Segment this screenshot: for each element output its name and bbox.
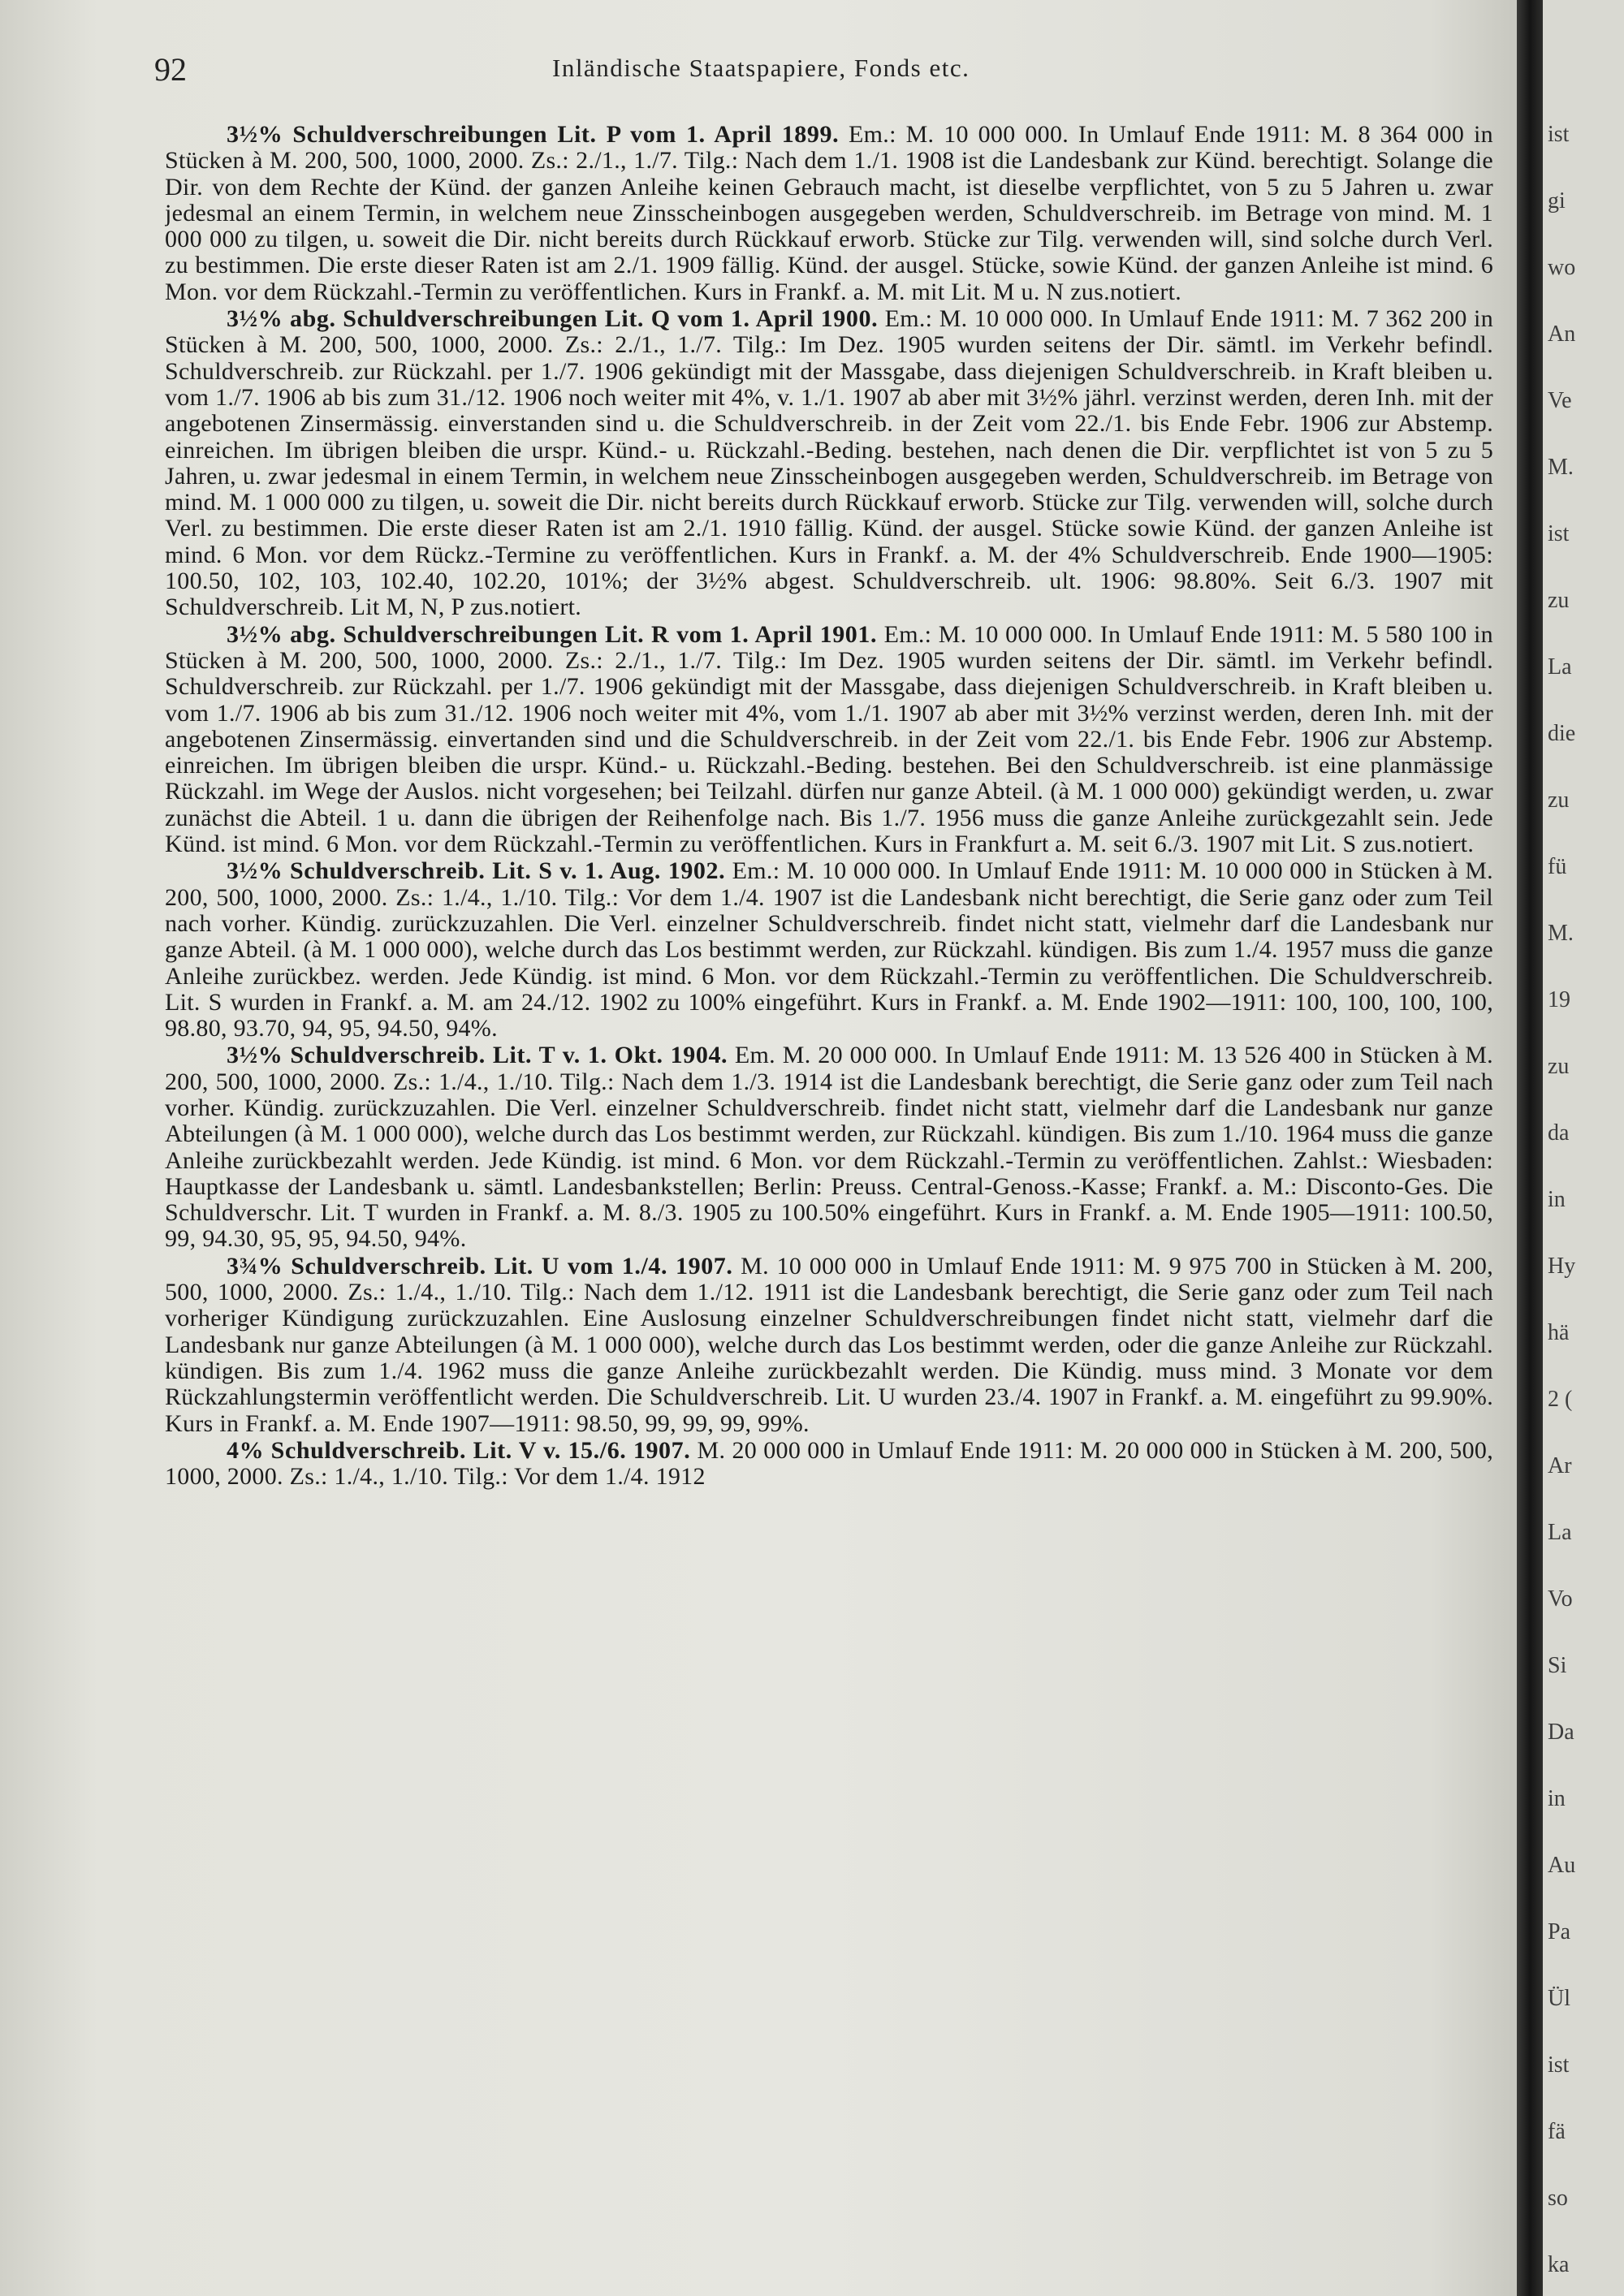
adjacent-page-fragment: ka bbox=[1548, 2252, 1570, 2277]
entry-text: M. 20 000 000 in Umlauf Ende 1911: M. 20 000 000 in Stücken à M. 200, 500, 1000, 2000. Zs.: 1./4., 1./10. Tilg.: Vor dem 1./4. 1912 bbox=[165, 1436, 1493, 1491]
entry-text: M. 10 000 000 in Umlauf Ende 1911: M. 9 975 700 in Stücken à M. 200, 500, 1000, 2000. Zs.: 1./4., 1./10. Tilg.: Nach dem 1./12. 1911 ist die Landesbank berechtigt, die Serie ganz oder zum Teil nach vorheriger Kündigung zurückzuzahlen. Eine Auslosung einzelner Schuldverschreibungen findet nicht statt, vielmehr darf die Landesbank nur ganze Abteilungen (à M. 1 000 000), welche durch das Los bestimmt werden, oder die ganze Anleihe zur Rückzahl. kündigen. Bis zum 1./4. 1962 muss die ganze Anleihe zurückbezahlt werden. Die Kündig. muss mind. 3 Monate vor dem Rückzahlungstermin veröffentlicht werden. Die Schuldverschreib. Lit. U wurden 23./4. 1907 in Frankf. a. M. eingeführt zu 99.90%. Kurs in Frankf. a. M. Ende 1907—1911: 98.50, 99, 99, 99, 99%. bbox=[165, 1252, 1493, 1437]
adjacent-page-fragment: Si bbox=[1548, 1653, 1567, 1678]
book-gutter bbox=[1517, 0, 1543, 2296]
adjacent-page-fragment: in bbox=[1548, 1786, 1566, 1811]
adjacent-page-fragment: An bbox=[1548, 322, 1576, 347]
adjacent-page-fragment: Ül bbox=[1548, 1986, 1570, 2011]
bond-entry-lit-t bbox=[165, 1042, 1493, 1252]
adjacent-page-fragment: Pa bbox=[1548, 1919, 1570, 1944]
adjacent-page-fragment: Ar bbox=[1548, 1453, 1572, 1478]
entry-text: Em.: M. 10 000 000. In Umlauf Ende 1911: M. 8 364 000 in Stücken à M. 200, 500, 1000, 2000. Zs.: 2./1., 1./7. Tilg.: Nach dem 1./1. 1908 ist die Landesbank zur Künd. berechtigt. Solange die Dir. von dem Rechte der Künd. der ganzen Anleihe keinen Gebrauch macht, ist dieselbe verpflichtet, von 5 zu 5 Jahren u. zwar jedesmal an einem Termin, in welchem neue Zinsscheinbogen ausgegeben werden, Schuldverschreib. im Betrage von mind. M. 1 000 000 zu tilgen, u. soweit die Dir. nicht bereits durch Rückkauf erworb. Stücke zur Tilg. verwenden will, sind solche durch Verl. zu bestimmen. Die erste dieser Raten ist am 2./1. 1909 fällig. Künd. der ausgel. Stücke, sowie Künd. der ganzen Anleihe ist mind. 6 Mon. vor dem Rückzahl.-Termin zu veröffentlichen. Kurs in Frankf. a. M. mit Lit. M u. N zus.notiert. bbox=[165, 122, 1493, 305]
adjacent-page-fragment: die bbox=[1548, 721, 1576, 746]
adjacent-page-fragment: Vo bbox=[1548, 1586, 1573, 1612]
entry-title: 3½% abg. Schuldverschreibungen Lit. R vom 1. April 1901. bbox=[227, 620, 878, 648]
adjacent-page-fragment: La bbox=[1548, 654, 1572, 680]
adjacent-page-edge bbox=[1543, 0, 1624, 2296]
adjacent-page-fragment: Ve bbox=[1548, 388, 1572, 413]
adjacent-page-fragment: Au bbox=[1548, 1853, 1576, 1878]
entry-title: 3½% Schuldverschreib. Lit. S v. 1. Aug. 1902. bbox=[227, 857, 726, 885]
bond-entry-lit-s bbox=[165, 858, 1493, 1042]
adjacent-page-fragment: fü bbox=[1548, 854, 1567, 879]
adjacent-page-fragment: ist bbox=[1548, 521, 1570, 546]
adjacent-page-fragment: M. bbox=[1548, 921, 1574, 946]
adjacent-page-fragment: wo bbox=[1548, 255, 1576, 280]
adjacent-page-fragment: ist bbox=[1548, 2052, 1570, 2078]
running-title: Inländische Staatspapiere, Fonds etc. bbox=[552, 54, 970, 82]
entry-text: Em.: M. 10 000 000. In Umlauf Ende 1911: M. 10 000 000 in Stücken à M. 200, 500, 1000, 2000. Zs.: 1./4., 1./10. Tilg.: Vor dem 1./4. 1907 ist die Landesbank nicht berechtigt, die Serie ganz oder zum Teil nach vorher. Kündig. zurückzuzahlen. Die Verl. einzelner Schuldverschreib. findet nicht statt, vielmehr darf die Landesbank nur ganze Abteil. (à M. 1 000 000), welche durch das Los bestimmt werden, zur Rückzahl. kündigen. Bis zum 1./4. 1957 muss die ganze Anleihe zurückbez. werden. Jede Kündig. ist mind. 6 Mon. vor dem Rückzahl.-Termin zu veröffentlichen. Die Schuldverschreib. Lit. S wurden in Frankf. a. M. am 24./12. 1902 zu 100% eingeführt. Kurs in Frankf. a. M. Ende 1902—1911: 100, 100, 100, 100, 98.80, 93.70, 94, 95, 94.50, 94%. bbox=[165, 857, 1493, 1042]
adjacent-page-fragment: La bbox=[1548, 1520, 1572, 1545]
bond-entry-lit-v bbox=[165, 1438, 1493, 1491]
bond-entry-lit-r bbox=[165, 622, 1493, 858]
bond-entry-lit-u bbox=[165, 1254, 1493, 1437]
adjacent-page-fragment: fä bbox=[1548, 2119, 1566, 2144]
entry-text: Em.: M. 10 000 000. In Umlauf Ende 1911: M. 5 580 100 in Stücken à M. 200, 500, 1000, 2000. Zs.: 2./1., 1./7. Tilg.: Im Dez. 1905 wurden seitens der Dir. sämtl. im Verkehr befindl. Schuldverschreib. zur Rückzahl. per 1./7. 1906 gekündigt mit der Massgabe, dass diejenigen Schuldverschreib. in Kraft bleiben u. vom 1./7. 1906 ab bis zum 31./12. 1906 noch weiter mit 4%, vom 1./1. 1907 ab aber mit 3½% verzinst werden, deren Inh. mit der angebotenen Zinsermässig. einvertanden sind und die Schuldverschreib. in der Zeit vom 22./1. bis Ende Febr. 1906 zur Abstemp. einreichen. Im übrigen bleiben die urspr. Künd.- u. Rückzahl.-Beding. bestehen. Bei den Schuldverschreib. ist eine planmässige Rückzahl. im Wege der Auslos. nicht vorgesehen; bei Teilzahl. dürfen nur ganze Abteil. (à M. 1 000 000) gekündigt werden, u. zwar zunächst die Abteil. 1 u. dann die übrigen der Reihenfolge nach. Bis 1./7. 1956 muss die ganze Anleihe zurückgezahlt sein. Jede Künd. ist mind. 6 Mon. vor dem Rückzahl.-Termin zu veröffentlichen. Kurs in Frankfurt a. M. seit 6./3. 1907 mit Lit. S zus.notiert. bbox=[165, 620, 1493, 858]
entry-title: 3½% Schuldverschreibungen Lit. P vom 1. April 1899. bbox=[227, 122, 840, 148]
page-number: 92 bbox=[154, 51, 187, 88]
adjacent-page-fragment: Hy bbox=[1548, 1254, 1576, 1279]
adjacent-page-fragment: Da bbox=[1548, 1720, 1574, 1745]
entry-title: 4% Schuldverschreib. Lit. V v. 15./6. 1907. bbox=[227, 1436, 691, 1464]
adjacent-page-fragment: zu bbox=[1548, 788, 1570, 813]
adjacent-page-fragment: da bbox=[1548, 1120, 1570, 1146]
bond-entry-lit-q bbox=[165, 306, 1493, 621]
entry-text: Em. M. 20 000 000. In Umlauf Ende 1911: M. 13 526 400 in Stücken à M. 200, 500, 1000, 2000. Zs.: 1./4., 1./10. Tilg.: Nach dem 1./3. 1914 ist die Landesbank berechtigt, die Serie ganz oder zum Teil nach vorher. Kündig. zurückzuzahlen. Die Verl. einzelner Schuldverschreib. findet nicht statt, vielmehr darf die Landesbank nur ganze Abteilungen (à M. 1 000 000), welche durch das Los bestimmt werden, zur Rückzahl. kündigen. Bis zum 1./10. 1964 muss die ganze Anleihe zurückbezahlt werden. Jede Kündig. ist mind. 6 Mon. vor dem Rückzahl.-Termin zu veröffentlichen. Zahlst.: Wiesbaden: Hauptkasse der Landesbank u. sämtl. Landesbankstellen; Berlin: Preuss. Central-Genoss.-Kasse; Frankf. a. M.: Disconto-Ges. Die Schuldverschr. Lit. T wurden in Frankf. a. M. 8./3. 1905 zu 100.50% eingeführt. Kurs in Frankf. a. M. Ende 1905—1911: 100.50, 99, 94.30, 95, 95, 94.50, 94%. bbox=[165, 1042, 1493, 1253]
entry-title: 3¾% Schuldverschreib. Lit. U vom 1./4. 1907. bbox=[227, 1252, 733, 1280]
adjacent-page-fragment: ist bbox=[1548, 122, 1570, 147]
adjacent-page-fragment: 2 ( bbox=[1548, 1387, 1573, 1412]
adjacent-page-fragment: zu bbox=[1548, 1054, 1570, 1079]
adjacent-page-fragment: hä bbox=[1548, 1320, 1570, 1345]
adjacent-page-fragment: M. bbox=[1548, 455, 1574, 480]
body-text bbox=[165, 122, 1493, 2281]
adjacent-page-fragment: in bbox=[1548, 1187, 1566, 1212]
bond-entry-lit-p bbox=[165, 122, 1493, 305]
page-header bbox=[154, 50, 1494, 99]
adjacent-page-fragment: 19 bbox=[1548, 987, 1570, 1012]
adjacent-page-fragment: zu bbox=[1548, 588, 1570, 613]
adjacent-page-fragment: so bbox=[1548, 2186, 1568, 2211]
adjacent-page-fragment: gi bbox=[1548, 188, 1566, 214]
entry-text: Em.: M. 10 000 000. In Umlauf Ende 1911: M. 7 362 200 in Stücken à M. 200, 500, 1000, 2000. Zs.: 2./1., 1./7. Tilg.: Im Dez. 1905 wurden seitens der Dir. sämtl. im Verkehr befindl. Schuldverschreib. zur Rückzahl. per 1./7. 1906 gekündigt mit der Massgabe, dass diejenigen Schuldverschreib. in Kraft bleiben u. vom 1./7. 1906 ab bis zum 31./12. 1906 noch weiter mit 4%, v. 1./1. 1907 ab aber mit 3½% jährl. verzinst werden, deren Inh. mit der angebotenen Zinsermässig. einverstanden sind u. die Schuldverschreib. in der Zeit vom 22./1. bis Ende Febr. 1906 zur Abstemp. einreichen. Im übrigen bleiben die urspr. Künd.- u. Rückzahl.-Beding. bestehen, nach denen die Dir. verpflichtet ist von 5 zu 5 Jahren, u. zwar jedesmal in einem Termin, in welchem neue Zinsscheinbogen ausgegeben werden, Schuldverschreib. im Betrage von mind. M. 1 000 000 zu tilgen, u. soweit die Dir. nicht bereits durch Rückkauf erworb. Stücke zur Tilg. verwenden will, solche durch Verl. zu bestimmen. Die erste dieser Raten ist am 2./1. 1910 fällig. Künd. der ausgel. Stücke sowie Künd. der ganzen Anleihe ist mind. 6 Mon. vor dem Rückz.-Termine zu veröffentlichen. Kurs in Frankf. a. M. der 4% Schuldverschreib. Ende 1900—1905: 100.50, 102, 103, 102.40, 102.20, 101%; der 3½% abgest. Schuldverschreib. ult. 1906: 98.80%. Seit 6./3. 1907 mit Schuldverschreib. Lit M, N, P zus.notiert. bbox=[165, 305, 1493, 621]
entry-title: 3½% Schuldverschreib. Lit. T v. 1. Okt. 1904. bbox=[227, 1042, 728, 1069]
entry-title: 3½% abg. Schuldverschreibungen Lit. Q vom 1. April 1900. bbox=[227, 305, 879, 333]
